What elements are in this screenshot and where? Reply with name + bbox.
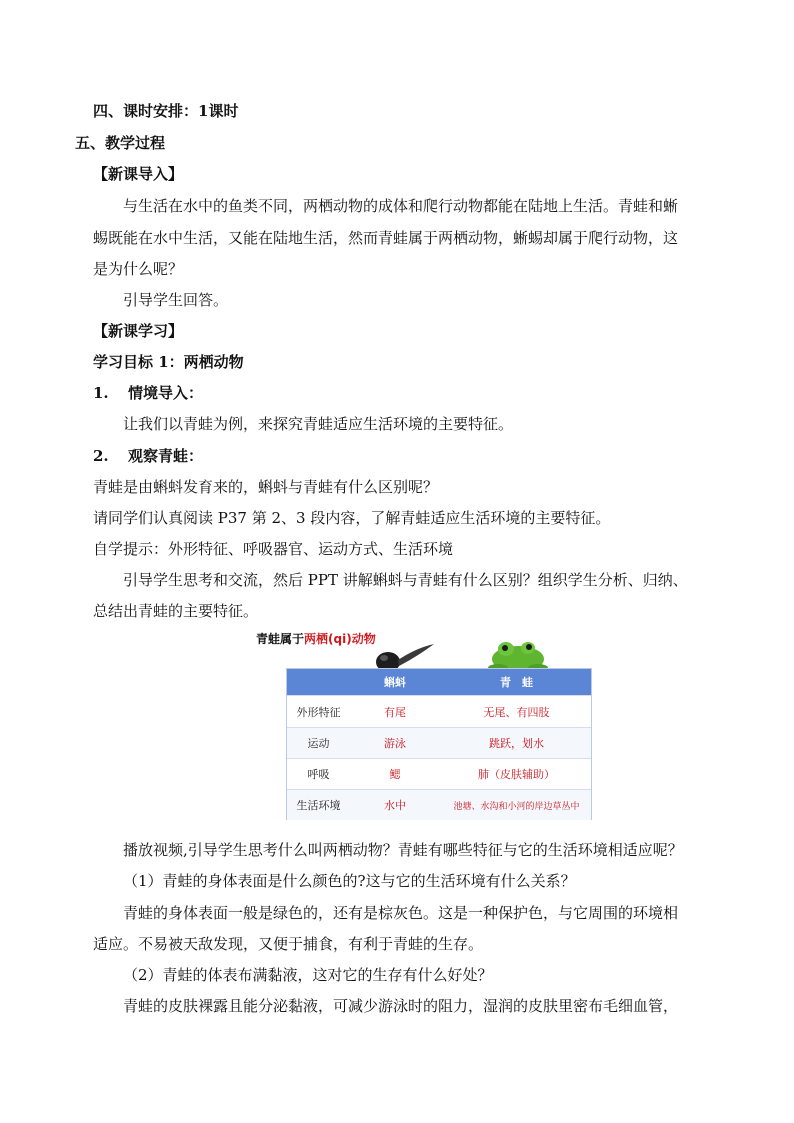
learning-goal-heading: 学习目标 1：两栖动物 xyxy=(93,353,244,371)
tadpole-value: 水中 xyxy=(384,799,406,812)
section-5-heading: 五、教学过程 xyxy=(75,134,166,152)
scenario-text: 让我们以青蛙为例，来探究青蛙适应生活环境的主要特征。 xyxy=(123,415,514,433)
intro-paragraph-line-3: 是为什么呢？ xyxy=(93,260,184,278)
table-header-row xyxy=(287,669,591,695)
list-item-2-title: 观察青蛙： xyxy=(128,447,204,465)
question-2: （2）青蛙的体表布满黏液，这对它的生存有什么好处？ xyxy=(123,966,493,984)
figure-title: 青蛙属于两栖(qi)动物 xyxy=(256,632,376,646)
frog-value: 肺（皮肤辅助） xyxy=(478,768,555,781)
new-lesson-study-heading: 【新课学习】 xyxy=(93,322,184,340)
table-row xyxy=(287,695,591,727)
list-number-2: 2. xyxy=(93,447,109,465)
header-cell-tadpole: 蝌蚪 xyxy=(384,676,406,689)
guide-answer-text: 引导学生回答。 xyxy=(123,291,229,309)
tadpole-value: 鳃 xyxy=(389,768,401,781)
answer-1-line-1: 青蛙的身体表面一般是绿色的，还有是棕灰色。这是一种保护色，与它周围的环境相 xyxy=(123,904,679,922)
intro-paragraph-line-2: 蜴既能在水中生活，又能在陆地生活，然而青蛙属于两栖动物，蜥蜴却属于爬行动物，这 xyxy=(93,229,679,247)
new-lesson-intro-heading: 【新课导入】 xyxy=(93,165,184,183)
video-paragraph: 播放视频,引导学生思考什么叫两栖动物？青蛙有哪些特征与它的生活环境相适应呢？ xyxy=(123,841,683,859)
list-item-1-title: 情境导入： xyxy=(128,384,204,402)
frog-value: 跳跃，划水 xyxy=(489,737,544,750)
section-4-heading: 四、课时安排：1课时 xyxy=(93,102,239,120)
self-study-hint-text: 自学提示：外形特征、呼吸器官、运动方式、生活环境 xyxy=(93,540,454,558)
header-cell xyxy=(287,669,350,695)
tadpole-value: 游泳 xyxy=(384,737,406,750)
answer-1-line-2: 适应。不易被天敌发现，又便于捕食，有利于青蛙的生存。 xyxy=(93,935,484,953)
discussion-paragraph-line-1: 引导学生思考和交流，然后 PPT 讲解蝌蚪与青蛙有什么区别？组织学生分析、归纳、 xyxy=(123,571,688,589)
frog-value: 无尾、有四肢 xyxy=(483,705,550,719)
row-label: 生活环境 xyxy=(296,799,341,812)
question-1: （1）青蛙的身体表面是什么颜色的?这与它的生活环境有什么关系？ xyxy=(123,872,576,890)
frog-value: 池塘、水沟和小河的岸边草丛中 xyxy=(453,801,580,812)
table-row xyxy=(287,727,591,758)
row-label: 呼吸 xyxy=(307,768,330,781)
table-row xyxy=(287,758,591,789)
answer-2-line-1: 青蛙的皮肤裸露且能分泌黏液，可减少游泳时的阻力，湿润的皮肤里密布毛细血管， xyxy=(123,997,679,1015)
row-label: 运动 xyxy=(307,737,330,750)
reading-instruction-text: 请同学们认真阅读 P37 第 2、3 段内容，了解青蛙适应生活环境的主要特征。 xyxy=(93,509,611,527)
comparison-table xyxy=(286,668,592,820)
frog-question-text: 青蛙是由蝌蚪发育来的，蝌蚪与青蛙有什么区别呢？ xyxy=(93,478,439,496)
discussion-paragraph-line-2: 总结出青蛙的主要特征。 xyxy=(93,602,259,620)
intro-paragraph-line-1: 与生活在水中的鱼类不同，两栖动物的成体和爬行动物都能在陆地上生活。青蛙和蜥 xyxy=(123,197,679,215)
row-label: 外形特征 xyxy=(296,705,341,719)
list-number-1: 1. xyxy=(93,384,109,402)
header-cell-frog: 青 蛙 xyxy=(500,676,533,689)
table-row xyxy=(287,789,591,820)
tadpole-value: 有尾 xyxy=(384,705,406,719)
tadpole-frog-comparison-figure xyxy=(256,630,596,830)
